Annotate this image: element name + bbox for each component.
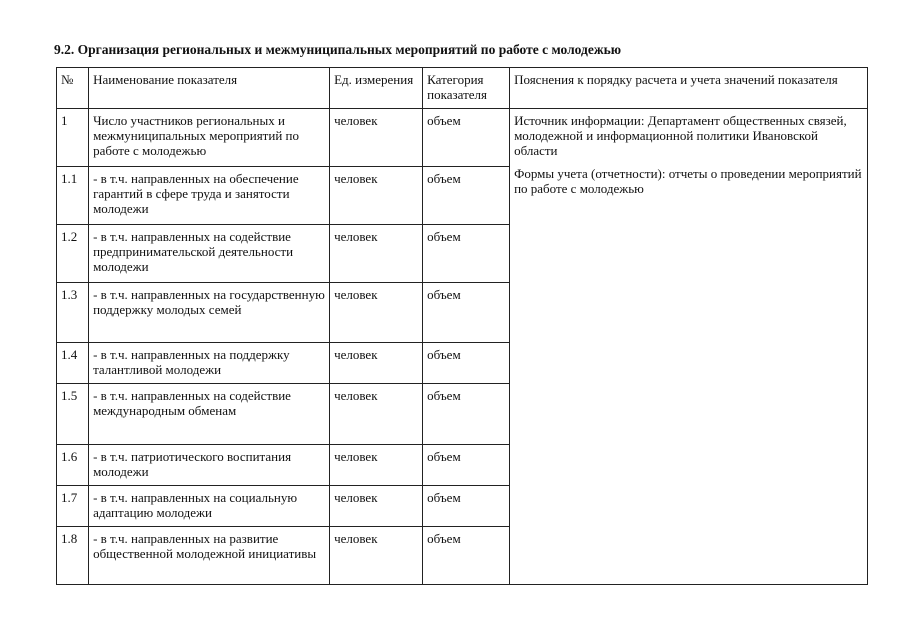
row-name: - в т.ч. направленных на содействие предпринимательской деятельности молодежи bbox=[89, 225, 330, 283]
row-num: 1.7 bbox=[57, 486, 89, 527]
row-num: 1.6 bbox=[57, 445, 89, 486]
row-name: - в т.ч. направленных на государственную поддержку молодых семей bbox=[89, 283, 330, 343]
row-category: объем bbox=[423, 384, 510, 445]
table-row bbox=[57, 109, 868, 167]
header-explanation: Пояснения к порядку расчета и учета значений показателя bbox=[510, 68, 868, 109]
row-unit: человек bbox=[330, 384, 423, 445]
row-num: 1.5 bbox=[57, 384, 89, 445]
row-num: 1.2 bbox=[57, 225, 89, 283]
row-unit: человек bbox=[330, 167, 423, 225]
row-name: - в т.ч. направленных на развитие общественной молодежной инициативы bbox=[89, 527, 330, 585]
header-name: Наименование показателя bbox=[89, 68, 330, 109]
row-unit: человек bbox=[330, 527, 423, 585]
row-unit: человек bbox=[330, 283, 423, 343]
row-unit: человек bbox=[330, 486, 423, 527]
section-title: 9.2. Организация региональных и межмуниципальных мероприятий по работе с молодежью bbox=[54, 42, 622, 57]
explanation-source: Источник информации: Департамент общественных связей, молодежной и информационной политики Ивановской области bbox=[514, 113, 847, 158]
row-num: 1.8 bbox=[57, 527, 89, 585]
row-name: Число участников региональных и межмуниципальных мероприятий по работе с молодежью bbox=[89, 109, 330, 167]
row-unit: человек bbox=[330, 225, 423, 283]
row-category: объем bbox=[423, 109, 510, 167]
row-category: объем bbox=[423, 445, 510, 486]
row-category: объем bbox=[423, 486, 510, 527]
header-category: Категория показателя bbox=[423, 68, 510, 109]
row-name: - в т.ч. патриотического воспитания молодежи bbox=[89, 445, 330, 486]
row-unit: человек bbox=[330, 109, 423, 167]
explanation-forms: Формы учета (отчетности): отчеты о проведении мероприятий по работе с молодежью bbox=[514, 166, 862, 196]
row-name: - в т.ч. направленных на поддержку талантливой молодежи bbox=[89, 343, 330, 384]
row-unit: человек bbox=[330, 343, 423, 384]
row-num: 1.4 bbox=[57, 343, 89, 384]
row-unit: человек bbox=[330, 445, 423, 486]
row-category: объем bbox=[423, 527, 510, 585]
row-category: объем bbox=[423, 225, 510, 283]
row-num: 1.3 bbox=[57, 283, 89, 343]
row-category: объем bbox=[423, 167, 510, 225]
table-header-row bbox=[57, 68, 868, 109]
header-num: № bbox=[57, 68, 89, 109]
explanation-cell bbox=[510, 109, 868, 585]
row-num: 1 bbox=[57, 109, 89, 167]
header-unit: Ед. измерения bbox=[330, 68, 423, 109]
row-category: объем bbox=[423, 343, 510, 384]
row-num: 1.1 bbox=[57, 167, 89, 225]
row-category: объем bbox=[423, 283, 510, 343]
row-name: - в т.ч. направленных на социальную адаптацию молодежи bbox=[89, 486, 330, 527]
row-name: - в т.ч. направленных на обеспечение гарантий в сфере труда и занятости молодежи bbox=[89, 167, 330, 225]
indicators-table bbox=[56, 67, 868, 585]
row-name: - в т.ч. направленных на содействие международным обменам bbox=[89, 384, 330, 445]
